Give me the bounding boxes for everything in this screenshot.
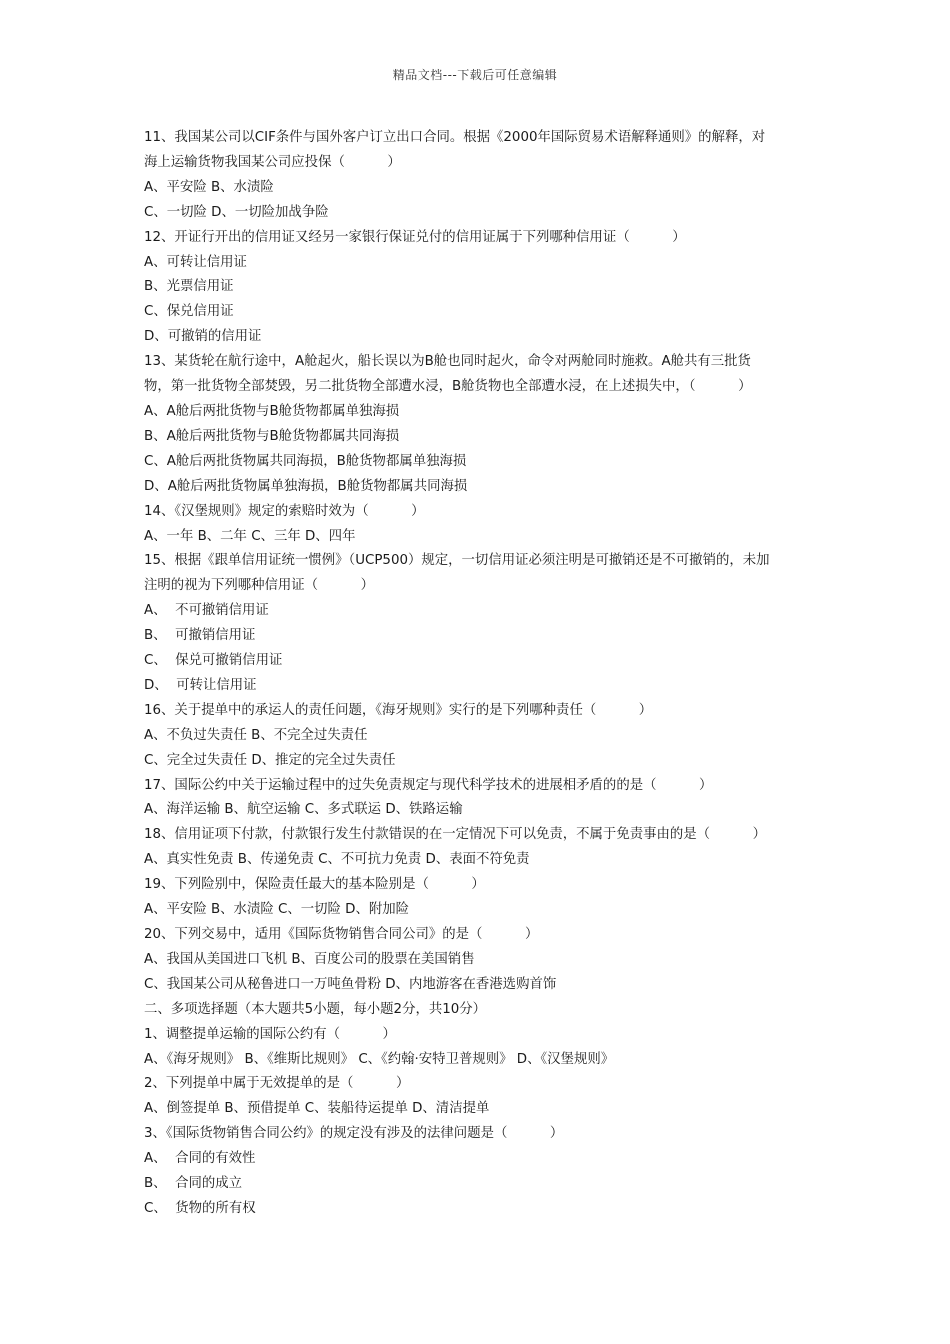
answer-option: B、A舱后两批货物与B舱货物都属共同海损: [144, 428, 400, 444]
answer-option: A、A舱后两批货物与B舱货物都属单独海损: [144, 403, 400, 419]
question-text: 1、调整提单运输的国际公约有（ ）: [144, 1026, 396, 1042]
answer-option: A、《海牙规则》 B、《维斯比规则》 C、《约翰·安特卫普规则》 D、《汉堡规则》: [144, 1051, 615, 1067]
answer-option: C、完全过失责任 D、推定的完全过失责任: [144, 752, 396, 768]
answer-option: B、 合同的成立: [144, 1176, 243, 1192]
document-body: [144, 126, 816, 1222]
answer-option: C、 货物的所有权: [144, 1200, 256, 1216]
answer-option: A、真实性免责 B、传递免责 C、不可抗力免责 D、表面不符免责: [144, 852, 530, 868]
answer-option: A、一年 B、二年 C、三年 D、四年: [144, 528, 356, 544]
question-text: 物，第一批货物全部焚毁，另二批货物全部遭水浸，B舱货物也全部遭水浸，在上述损失中，（ ）: [144, 379, 752, 395]
answer-option: C、一切险 D、一切险加战争险: [144, 204, 329, 220]
question-text: 12、开证行开出的信用证又经另一家银行保证兑付的信用证属于下列哪种信用证（ ）: [144, 229, 686, 245]
answer-option: A、倒签提单 B、预借提单 C、装船待运提单 D、清洁提单: [144, 1101, 490, 1117]
answer-option: B、光票信用证: [144, 279, 234, 295]
question-text: 11、我国某公司以CIF条件与国外客户订立出口合同。根据《2000年国际贸易术语解释通则》的解释，对: [144, 130, 766, 145]
answer-option: C、A舱后两批货物属共同海损，B舱货物都属单独海损: [144, 453, 467, 469]
question-text: 17、国际公约中关于运输过程中的过失免责规定与现代科学技术的进展相矛盾的的是（ ）: [144, 777, 713, 793]
answer-option: A、 不可撤销信用证: [144, 603, 269, 619]
question-text: 海上运输货物我国某公司应投保（ ）: [144, 154, 401, 170]
question-text: 20、下列交易中，适用《国际货物销售合同公司》的是（ ）: [144, 927, 539, 942]
answer-option: D、A舱后两批货物属单独海损，B舱货物都属共同海损: [144, 478, 468, 494]
answer-option: B、 可撤销信用证: [144, 628, 256, 644]
answer-option: C、 保兑可撤销信用证: [144, 653, 283, 669]
answer-option: C、我国某公司从秘鲁进口一万吨鱼骨粉 D、内地游客在香港选购首饰: [144, 976, 557, 992]
answer-option: A、 合同的有效性: [144, 1151, 256, 1167]
answer-option: A、平安险 B、水渍险: [144, 179, 274, 195]
question-text: 注明的视为下列哪种信用证（ ）: [144, 578, 375, 594]
page-header: 精品文档---下载后可任意编辑: [392, 68, 558, 82]
answer-option: A、不负过失责任 B、不完全过失责任: [144, 727, 368, 743]
question-text: 19、下列险别中，保险责任最大的基本险别是（ ）: [144, 877, 485, 893]
answer-option: A、平安险 B、水渍险 C、一切险 D、附加险: [144, 902, 410, 918]
question-text: 13、某货轮在航行途中，A舱起火，船长误以为B舱也同时起火，命令对两舱同时施救。A舱共有三批货: [144, 354, 751, 370]
answer-option: D、可撤销的信用证: [144, 329, 262, 345]
answer-option: D、 可转让信用证: [144, 677, 257, 693]
answer-option: A、我国从美国进口飞机 B、百度公司的股票在美国销售: [144, 951, 475, 967]
question-text: 3、《国际货物销售合同公约》的规定没有涉及的法律问题是（ ）: [144, 1126, 564, 1142]
answer-option: A、海洋运输 B、航空运输 C、多式联运 D、铁路运输: [144, 802, 463, 818]
answer-option: C、保兑信用证: [144, 304, 234, 320]
question-text: 2、下列提单中属于无效提单的是（ ）: [144, 1076, 410, 1092]
question-text: 18、信用证项下付款，付款银行发生付款错误的在一定情况下可以免责，不属于免责事由的是（ ）: [144, 827, 767, 843]
answer-option: A、可转让信用证: [144, 254, 247, 270]
question-text: 14、《汉堡规则》规定的索赔时效为（ ）: [144, 503, 425, 519]
question-text: 16、关于提单中的承运人的责任问题，《海牙规则》实行的是下列哪种责任（ ）: [144, 702, 653, 718]
question-text: 15、根据《跟单信用证统一惯例》（UCP500）规定，一切信用证必须注明是可撤销还是不可撤销的，未加: [144, 553, 770, 569]
section-heading: 二、多项选择题（本大题共5小题，每小题2分，共10分）: [144, 1001, 487, 1017]
